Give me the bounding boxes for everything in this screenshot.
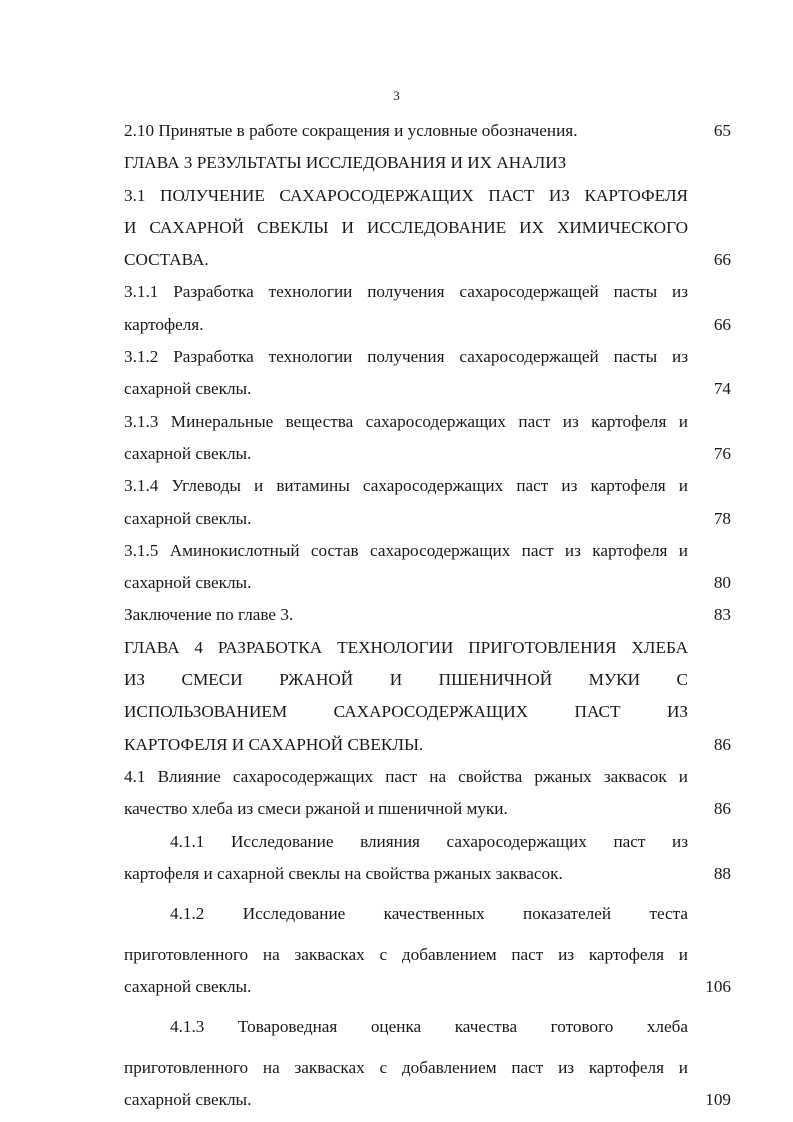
toc-entry-text: сахарной свеклы.	[124, 443, 252, 463]
toc-line	[124, 373, 734, 405]
toc-line	[124, 971, 734, 1003]
toc-line	[124, 729, 734, 761]
toc-page-number: 86	[713, 799, 731, 819]
toc-line	[124, 567, 734, 599]
toc-page-number: 66	[713, 250, 731, 270]
toc-page-number: 83	[713, 605, 731, 625]
toc-line	[124, 761, 734, 793]
toc-page-number: 106	[705, 976, 731, 996]
toc-line	[124, 470, 734, 502]
toc-entry-text: картофеля и сахарной свеклы на свойства ржаных заквасок.	[124, 863, 563, 883]
toc-page-number: 76	[713, 443, 731, 463]
toc-entry-text: сахарной свеклы.	[124, 1090, 252, 1110]
toc-entry-text: 2.10 Принятые в работе сокращения и условные обозначения.	[124, 121, 578, 140]
toc-entry-text: приготовленного на заквасках с добавлением паст из картофеля и	[124, 944, 688, 964]
toc-entry-text: качество хлеба из смеси ржаной и пшеничной муки.	[124, 799, 508, 819]
toc-line	[124, 212, 734, 244]
page-number: 3	[393, 88, 400, 103]
toc-line	[124, 1003, 734, 1052]
toc-entry-text: КАРТОФЕЛЯ И САХАРНОЙ СВЕКЛЫ.	[124, 734, 424, 754]
toc-entry-text: 4.1 Влияние сахаросодержащих паст на свойства ржаных заквасок и	[124, 766, 688, 786]
toc-entry-text: 3.1.4 Углеводы и витамины сахаросодержащих паст из картофеля и	[124, 476, 688, 496]
toc-entry-text: 3.1.3 Минеральные вещества сахаросодержащих паст из картофеля и	[124, 411, 688, 431]
toc-entry-text: 4.1.2 Исследование качественных показателей теста	[170, 904, 688, 924]
toc-page-number: 109	[705, 1090, 731, 1110]
toc-line	[124, 1052, 734, 1084]
toc-page-number: 65	[713, 121, 731, 140]
toc-entry-text: СОСТАВА.	[124, 250, 209, 270]
toc-page-number: 86	[713, 734, 731, 754]
toc-entry-text: 3.1.2 Разработка технологии получения сахаросодержащей пасты из	[124, 347, 688, 367]
toc-page-number: 80	[713, 573, 731, 593]
toc-line	[124, 826, 734, 858]
toc-entry-text: 3.1.1 Разработка технологии получения сахаросодержащей пасты из	[124, 282, 688, 302]
toc-line	[124, 341, 734, 373]
toc-entry-text: приготовленного на заквасках с добавлением паст из картофеля и	[124, 1057, 688, 1077]
toc-page-number: 88	[713, 863, 731, 883]
toc-entry-text: картофеля.	[124, 314, 204, 334]
toc-line	[124, 858, 734, 890]
toc-line	[124, 1084, 734, 1116]
toc-line	[124, 535, 734, 567]
toc-entry-text: 3.1 ПОЛУЧЕНИЕ САХАРОСОДЕРЖАЩИХ ПАСТ ИЗ КАРТОФЕЛЯ	[124, 185, 688, 205]
toc-page-number: 78	[713, 508, 731, 528]
toc-line	[124, 599, 734, 631]
toc-entry-text: ИЗ СМЕСИ РЖАНОЙ И ПШЕНИЧНОЙ МУКИ С	[124, 670, 688, 690]
toc-line	[124, 890, 734, 939]
toc-line	[124, 503, 734, 535]
toc-line	[124, 115, 734, 147]
toc-entry-text: И САХАРНОЙ СВЕКЛЫ И ИССЛЕДОВАНИЕ ИХ ХИМИЧЕСКОГО	[124, 217, 688, 237]
toc-entry-text: 4.1.3 Товароведная оценка качества готового хлеба	[170, 1017, 688, 1037]
table-of-contents	[124, 115, 734, 1116]
toc-page-number: 74	[713, 379, 731, 399]
toc-entry-text: Заключение по главе 3.	[124, 605, 294, 625]
toc-entry-text: ИСПОЛЬЗОВАНИЕМ САХАРОСОДЕРЖАЩИХ ПАСТ ИЗ	[124, 702, 688, 722]
toc-line	[124, 309, 734, 341]
toc-line	[124, 276, 734, 308]
toc-line	[124, 696, 734, 728]
toc-line	[124, 438, 734, 470]
toc-line	[124, 180, 734, 212]
toc-entry-text: сахарной свеклы.	[124, 573, 252, 593]
toc-line	[124, 793, 734, 825]
toc-entry-text: ГЛАВА 3 РЕЗУЛЬТАТЫ ИССЛЕДОВАНИЯ И ИХ АНАЛИЗ	[124, 153, 567, 173]
toc-page-number: 66	[713, 314, 731, 334]
toc-entry-text: ГЛАВА 4 РАЗРАБОТКА ТЕХНОЛОГИИ ПРИГОТОВЛЕНИЯ ХЛЕБА	[124, 637, 688, 657]
toc-line	[124, 664, 734, 696]
toc-line	[124, 939, 734, 971]
toc-line	[124, 406, 734, 438]
toc-entry-text: сахарной свеклы.	[124, 508, 252, 528]
toc-line	[124, 244, 734, 276]
toc-line	[124, 147, 734, 179]
toc-entry-text: 4.1.1 Исследование влияния сахаросодержащих паст из	[170, 831, 688, 851]
toc-entry-text: сахарной свеклы.	[124, 976, 252, 996]
toc-line	[124, 632, 734, 664]
toc-entry-text: 3.1.5 Аминокислотный состав сахаросодержащих паст из картофеля и	[124, 540, 688, 560]
toc-entry-text: сахарной свеклы.	[124, 379, 252, 399]
